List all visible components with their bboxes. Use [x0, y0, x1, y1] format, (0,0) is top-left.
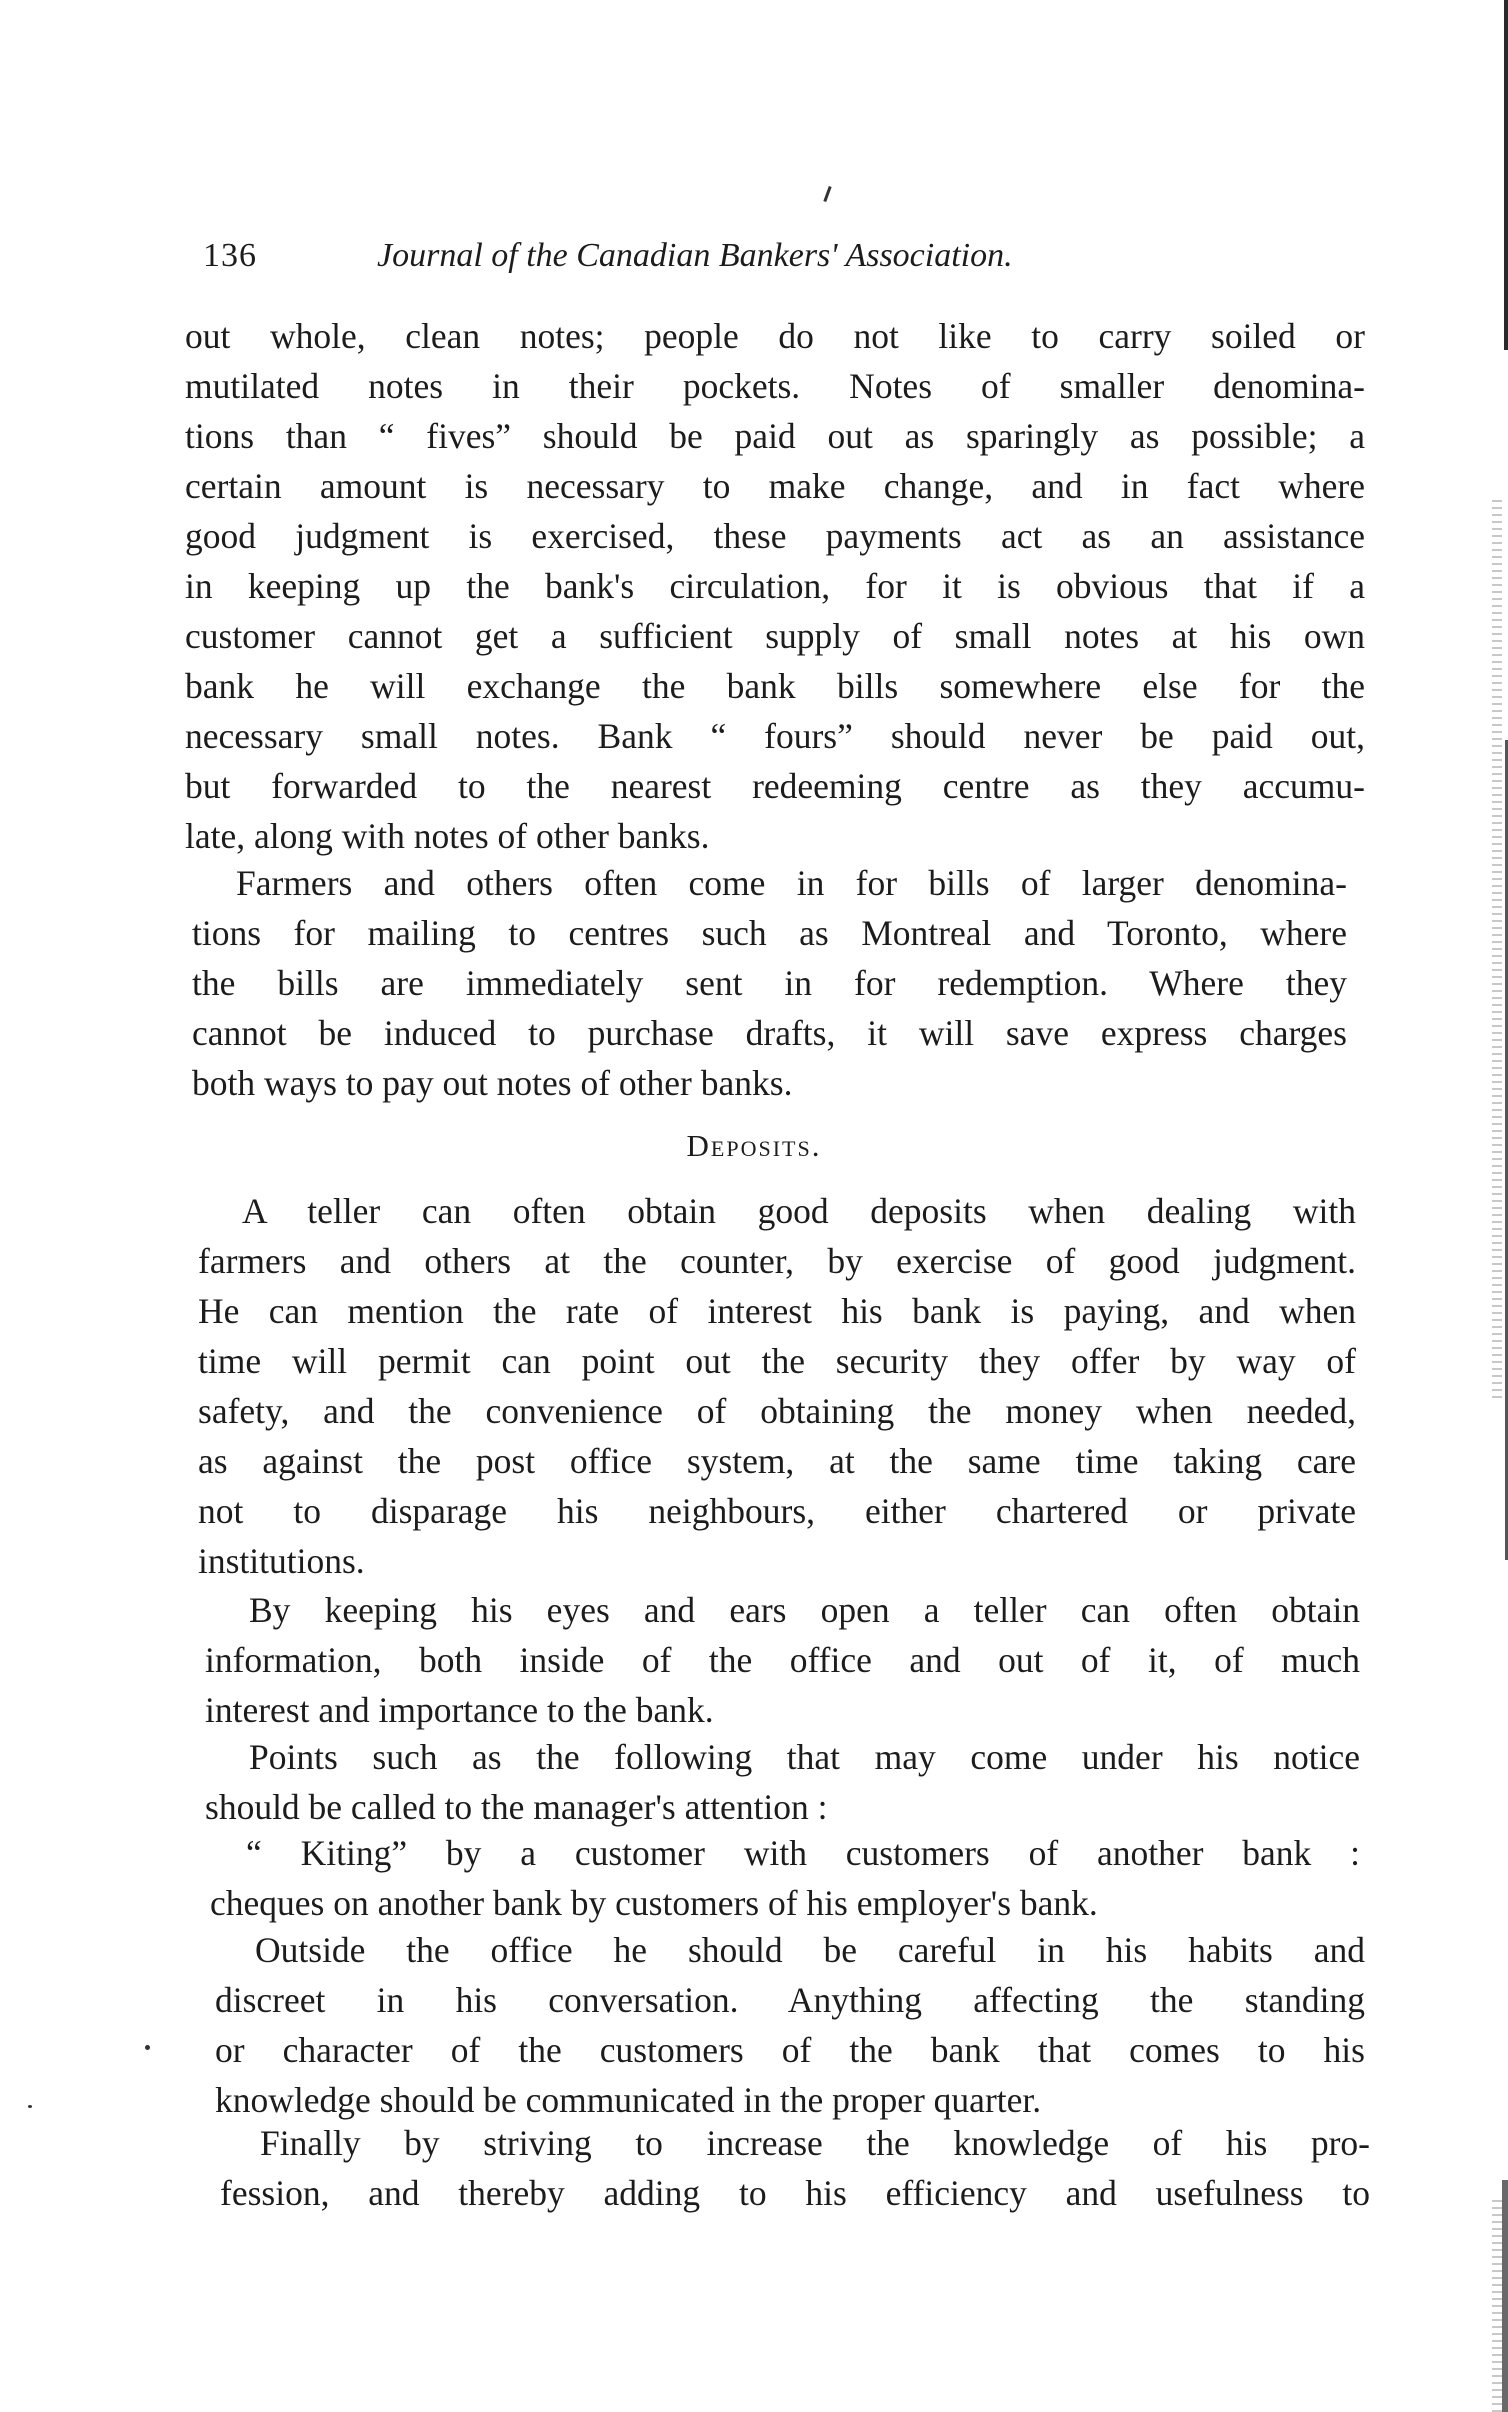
text-line: necessary small notes. Bank “ fours” should never be paid out, [185, 716, 1365, 756]
text-line: By keeping his eyes and ears open a teller can often obtain [249, 1590, 1360, 1630]
paragraph-notes [185, 311, 1365, 861]
text-line: bank he will exchange the bank bills somewhere else for the [185, 666, 1365, 706]
text-line: Finally by striving to increase the knowledge of his pro- [260, 2123, 1370, 2163]
paragraph-finally [220, 2118, 1370, 2218]
text-line: He can mention the rate of interest his bank is paying, and when [198, 1291, 1356, 1331]
text-line: fession, and thereby adding to his efficiency and usefulness to [220, 2173, 1370, 2213]
paragraph-outside-office [215, 1925, 1365, 2125]
text-line: cheques on another bank by customers of his employer's bank. [210, 1883, 1098, 1923]
paragraph-deposits [198, 1186, 1356, 1586]
text-line: tions than “ fives” should be paid out as sparingly as possible; a [185, 416, 1365, 456]
text-line: Outside the office he should be careful in his habits and [255, 1930, 1365, 1970]
text-line: mutilated notes in their pockets. Notes of smaller denomina- [185, 366, 1365, 406]
page-edge-shadow [1492, 2200, 1502, 2412]
text-line: Farmers and others often come in for bills of larger denomina- [236, 863, 1347, 903]
text-line: interest and importance to the bank. [205, 1690, 714, 1730]
text-line: customer cannot get a sufficient supply of small notes at his own [185, 616, 1365, 656]
text-line: cannot be induced to purchase drafts, it will save express charges [192, 1013, 1347, 1053]
paragraph-farmers [192, 858, 1347, 1108]
text-line: Points such as the following that may come under his notice [249, 1737, 1360, 1777]
text-line: in keeping up the bank's circulation, for it is obvious that if a [185, 566, 1365, 606]
text-line: certain amount is necessary to make change, and in fact where [185, 466, 1365, 506]
running-title: Journal of the Canadian Bankers' Association. [377, 237, 1013, 274]
paragraph-kiting [210, 1828, 1360, 1928]
stray-mark [823, 186, 831, 202]
text-line: both ways to pay out notes of other banks. [192, 1063, 793, 1103]
paragraph-points [205, 1732, 1360, 1832]
text-line: good judgment is exercised, these payments act as an assistance [185, 516, 1365, 556]
section-heading-deposits: Deposits. [686, 1128, 822, 1163]
paragraph-eyes-ears [205, 1585, 1360, 1735]
text-line: time will permit can point out the security they offer by way of [198, 1341, 1356, 1381]
text-line: “ Kiting” by a customer with customers of another bank : [246, 1833, 1360, 1873]
text-line: institutions. [198, 1541, 365, 1581]
text-line: or character of the customers of the bank that comes to his [215, 2030, 1365, 2070]
running-header [203, 237, 1203, 287]
text-line: out whole, clean notes; people do not like to carry soiled or [185, 316, 1365, 356]
text-line: not to disparage his neighbours, either chartered or private [198, 1491, 1356, 1531]
text-line: information, both inside of the office and out of it, of much [205, 1640, 1360, 1680]
text-line: knowledge should be communicated in the proper quarter. [215, 2080, 1042, 2120]
text-line: should be called to the manager's attention : [205, 1787, 828, 1827]
text-line: but forwarded to the nearest redeeming centre as they accumu- [185, 766, 1365, 806]
text-line: A teller can often obtain good deposits when dealing with [242, 1191, 1356, 1231]
page-edge-shadow [1492, 500, 1502, 1400]
page-edge-mark [1502, 2180, 1508, 2412]
page-number: 136 [203, 237, 257, 274]
text-line: the bills are immediately sent in for redemption. Where they [192, 963, 1347, 1003]
text-line: late, along with notes of other banks. [185, 816, 710, 856]
text-line: as against the post office system, at the same time taking care [198, 1441, 1356, 1481]
page-edge-mark [1504, 0, 1508, 350]
stray-dot [145, 2045, 150, 2050]
text-line: safety, and the convenience of obtaining the money when needed, [198, 1391, 1356, 1431]
text-line: discreet in his conversation. Anything affecting the standing [215, 1980, 1365, 2020]
text-line: tions for mailing to centres such as Montreal and Toronto, where [192, 913, 1347, 953]
text-line: farmers and others at the counter, by exercise of good judgment. [198, 1241, 1356, 1281]
stray-dot [28, 2105, 32, 2108]
